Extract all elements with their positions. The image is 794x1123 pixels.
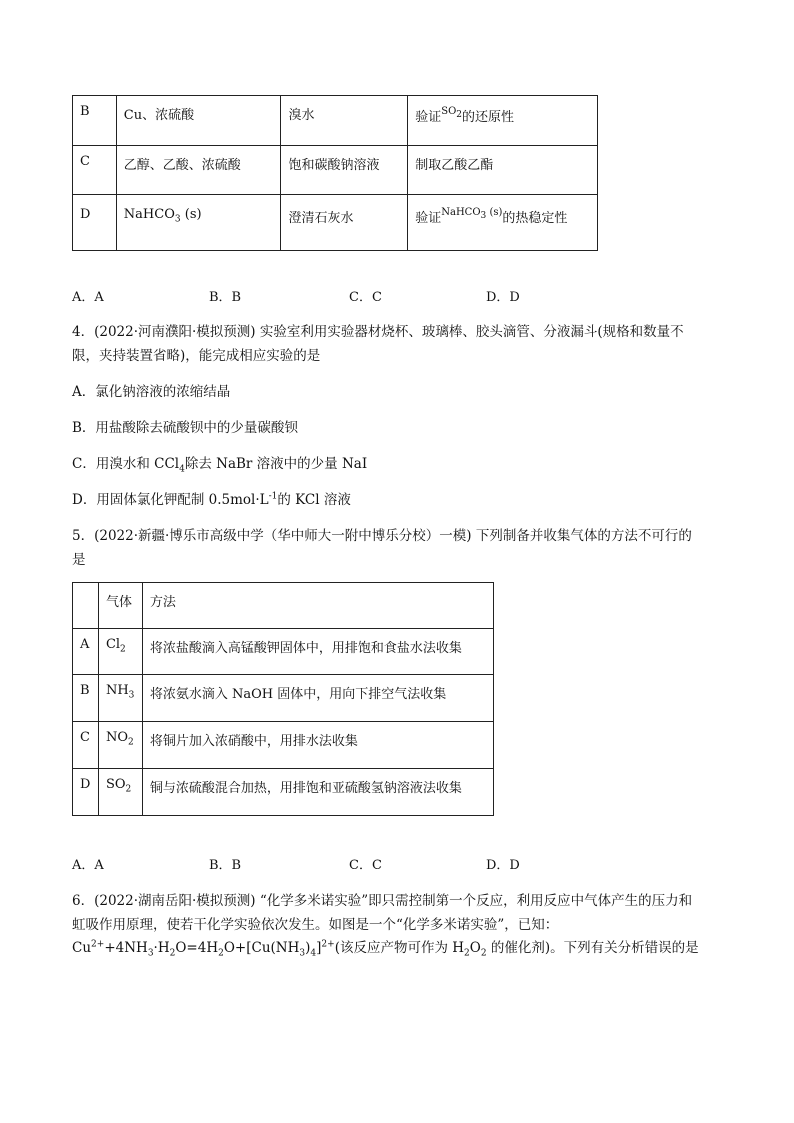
row-label: B xyxy=(80,104,90,119)
reagent2-cell: 溴水 xyxy=(288,108,315,123)
table-row xyxy=(73,722,494,769)
answer-a[interactable]: A．A xyxy=(72,858,104,873)
answer-a[interactable]: A．A xyxy=(72,290,104,305)
row-label: B xyxy=(80,683,90,698)
question-6-line2: 虹吸作用原理，使若干化学实验依次发生。如图是一个“化学多米诺实验”，已知： xyxy=(72,917,559,933)
table-row xyxy=(73,629,494,675)
method-cell: 将铜片加入浓硝酸中，用排水法收集 xyxy=(149,734,358,749)
question-5-line1: 5．(2022·新疆·博乐市高级中学（华中师大一附中博乐分校）一模) 下列制备并收集气体的方法不可行的 xyxy=(72,528,692,544)
answer-c[interactable]: C．C xyxy=(349,290,382,305)
purpose-cell: 验证$^{SO_2}$的还原性 xyxy=(415,105,515,125)
question-4-option-a[interactable]: A．氯化钠溶液的浓缩结晶 xyxy=(72,384,231,400)
answer-options xyxy=(72,854,672,872)
gas-cell: $NH_3$ xyxy=(105,683,135,701)
row-label: A xyxy=(80,637,90,652)
answer-b[interactable]: B．B xyxy=(209,290,242,305)
row-label: C xyxy=(80,730,90,745)
purpose-cell: 制取乙酸乙酯 xyxy=(415,158,494,173)
question-6-line3: $Cu^{2+}+4NH_3\cdot H_2O=4H_2O+[Cu(NH_3)_4]^{2+}$(该反应产物可作为 $H_2O_2$ 的催化剂)。下列有关分析错误的是 xyxy=(72,939,699,959)
table-row xyxy=(73,769,494,816)
row-label: C xyxy=(80,154,90,169)
answer-d[interactable]: D．D xyxy=(486,290,520,305)
reagent2-cell: 饱和碳酸钠溶液 xyxy=(288,158,380,173)
table-header-row xyxy=(73,583,494,629)
question-6-line1: 6．(2022·湖南岳阳·模拟预测) “化学多米诺实验”即只需控制第一个反应，利用反应中气体产生的压力和 xyxy=(72,893,693,909)
gas-cell: $Cl_2$ xyxy=(105,637,126,655)
row-label: D xyxy=(80,777,91,792)
reagent2-cell: 澄清石灰水 xyxy=(288,211,354,226)
table-row xyxy=(73,146,598,195)
answer-options xyxy=(72,286,672,304)
gas-cell: $NO_2$ xyxy=(105,730,134,748)
question-4-line1: 4．(2022·河南濮阳·模拟预测) 实验室利用实验器材烧杯、玻璃棒、胶头滴管、分液漏斗(规格和数量不 xyxy=(72,324,684,340)
question-4-option-b[interactable]: B．用盐酸除去硫酸钡中的少量碳酸钡 xyxy=(72,420,298,436)
question-4-line2: 限，夹持装置省略)，能完成相应实验的是 xyxy=(72,348,321,364)
method-cell: 将浓盐酸滴入高锰酸钾固体中，用排饱和食盐水法收集 xyxy=(149,641,462,656)
header-method: 方法 xyxy=(149,595,176,610)
question-5-line2: 是 xyxy=(72,552,86,568)
answer-b[interactable]: B．B xyxy=(209,858,242,873)
reagent-table xyxy=(72,95,598,251)
gas-cell: $SO_2$ xyxy=(105,777,132,795)
reagents-cell: 乙醇、乙酸、浓硫酸 xyxy=(123,158,241,173)
answer-c[interactable]: C．C xyxy=(349,858,382,873)
reagents-cell: NaHCO$_3$ (s) xyxy=(123,207,202,225)
method-cell: 铜与浓硫酸混合加热，用排饱和亚硫酸氢钠溶液法收集 xyxy=(149,781,462,796)
answer-d[interactable]: D．D xyxy=(486,858,520,873)
header-gas: 气体 xyxy=(105,595,132,610)
question-4-option-c[interactable]: C．用溴水和 CCl$_4$除去 NaBr 溶液中的少量 NaI xyxy=(72,456,368,475)
question-4-option-d[interactable]: D．用固体氯化钾配制 $0.5mol\cdot L^{-1}$的 KCl 溶液 xyxy=(72,491,351,508)
table-row xyxy=(73,195,598,251)
method-cell: 将浓氨水滴入 NaOH 固体中，用向下排空气法收集 xyxy=(149,687,447,702)
reagents-cell: Cu、浓硫酸 xyxy=(123,108,195,123)
row-label: D xyxy=(80,207,91,222)
table-row xyxy=(73,675,494,722)
purpose-cell: 验证$^{NaHCO_3 (s)}$的热稳定性 xyxy=(415,206,568,226)
table-row xyxy=(73,96,598,146)
gas-method-table xyxy=(72,582,494,816)
